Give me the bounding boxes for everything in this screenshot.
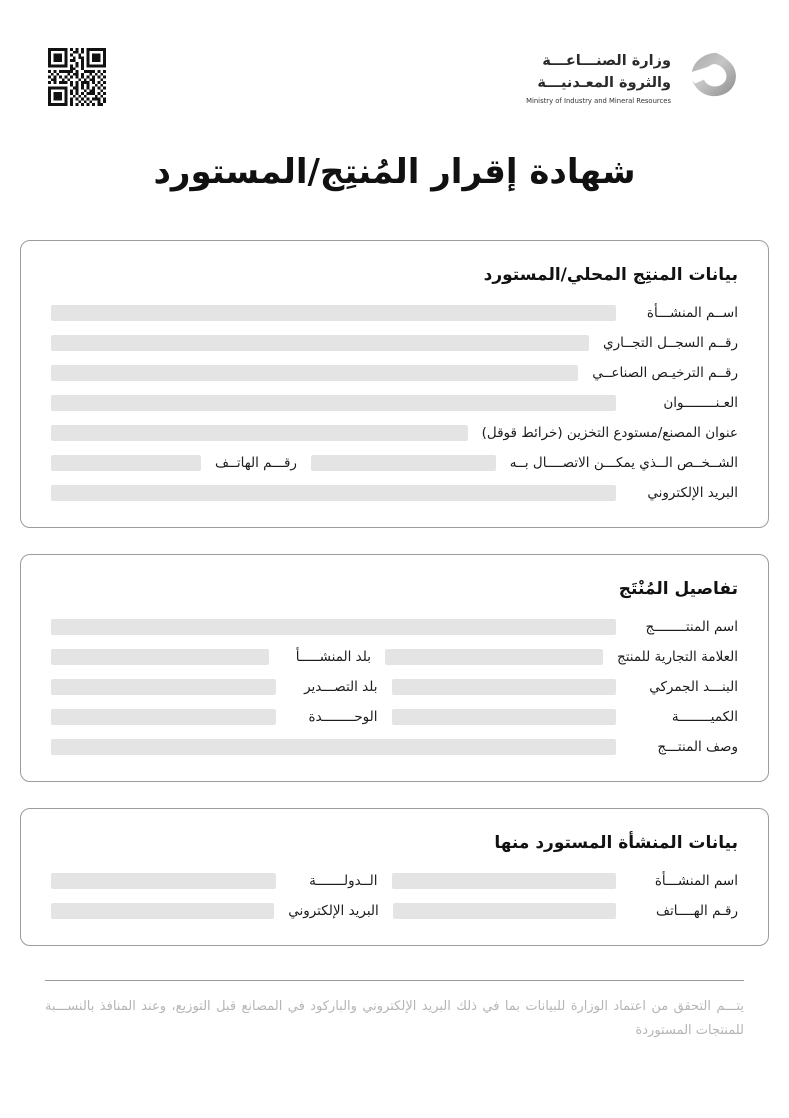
section-product-heading: تفاصيل المُنْتَج <box>618 579 738 599</box>
section-producer-data <box>20 240 769 528</box>
source-country-field[interactable] <box>51 873 276 889</box>
form-row <box>51 649 738 665</box>
section-import-source-heading: بيانات المنشأة المستورد منها <box>494 833 738 853</box>
form-row <box>51 679 738 695</box>
unit-field[interactable] <box>51 709 276 725</box>
form-row <box>51 739 738 755</box>
form-row <box>51 873 738 889</box>
product-name-field[interactable] <box>51 619 616 635</box>
verification-note: يتـــم التحقق من اعتماد الوزارة للبيانات بما في ذلك البريد الإلكتروني والباركود في المصانع قبل التوزيع، وعند المنافذ بالنســـبة للمنتجات المستوردة <box>45 999 744 1039</box>
commercial-register-field[interactable] <box>51 335 589 351</box>
ministry-logo <box>526 48 747 108</box>
qr-code-icon <box>48 48 106 106</box>
contact-person-field[interactable] <box>311 455 496 471</box>
form-row <box>51 619 738 635</box>
form-row <box>51 425 738 441</box>
form-row <box>51 395 738 411</box>
form-row <box>51 903 738 919</box>
industrial-license-field[interactable] <box>51 365 578 381</box>
establishment-name-field[interactable] <box>51 305 616 321</box>
product-description-label: وصف المنتـــج <box>657 739 738 755</box>
origin-country-label: بلد المنشـــــأ <box>295 649 371 665</box>
form-row <box>51 305 738 321</box>
form-row <box>51 365 738 381</box>
form-row <box>51 455 738 471</box>
section-import-source <box>20 808 769 946</box>
phone-field[interactable] <box>51 455 201 471</box>
source-country-label: الــدولـــــــة <box>309 873 378 889</box>
commercial-register-label: رقــم السجــل التجــاري <box>603 335 738 351</box>
section-producer-heading: بيانات المنتِج المحلي/المستورد <box>483 265 738 285</box>
customs-item-field[interactable] <box>392 679 617 695</box>
ministry-name-line1: وزارة الصنـــاعـــة <box>542 53 671 70</box>
page-footer <box>45 980 744 1043</box>
address-label: العـنــــــــوان <box>663 395 738 411</box>
ministry-name-line2: والثروة المعـدنيـــة <box>537 74 671 91</box>
trademark-field[interactable] <box>385 649 603 665</box>
unit-label: الوحــــــــدة <box>308 709 378 725</box>
source-establishment-name-field[interactable] <box>392 873 617 889</box>
address-field[interactable] <box>51 395 616 411</box>
ministry-ribbon-icon <box>681 48 747 108</box>
email-label: البريد الإلكتروني <box>647 485 738 501</box>
factory-address-label: عنوان المصنع/مستودع التخزين (خرائط قوقل) <box>481 425 738 441</box>
ministry-name-english: Ministry of Industry and Mineral Resources <box>526 96 671 105</box>
email-field[interactable] <box>51 485 616 501</box>
customs-item-label: البنـــد الجمركي <box>649 679 738 695</box>
source-email-label: البريد الإلكتروني <box>288 903 379 919</box>
contact-person-label: الشــخــص الــذي يمكـــن الاتصــــال بــه <box>509 455 738 471</box>
quantity-field[interactable] <box>392 709 617 725</box>
establishment-name-label: اســم المنشـــأة <box>646 305 738 321</box>
export-country-field[interactable] <box>51 679 276 695</box>
source-phone-field[interactable] <box>393 903 616 919</box>
product-description-field[interactable] <box>51 739 616 755</box>
form-row <box>51 485 738 501</box>
form-row <box>51 709 738 725</box>
source-phone-label: رقـم الهــــاتف <box>656 903 738 919</box>
page-title: شهادة إقرار المُنتِج/المستورد <box>153 152 636 192</box>
phone-label: رقـــم الهاتــف <box>215 455 297 471</box>
industrial-license-label: رقــم الترخيـص الصناعــي <box>592 365 738 381</box>
form-row <box>51 335 738 351</box>
ministry-name <box>526 51 671 104</box>
factory-address-field[interactable] <box>51 425 468 441</box>
trademark-label: العلامة التجارية للمنتج <box>616 649 738 665</box>
product-name-label: اسم المنتــــــــج <box>645 619 738 635</box>
page-header <box>0 0 789 108</box>
origin-country-field[interactable] <box>51 649 269 665</box>
source-establishment-name-label: اسم المنشـــأة <box>654 873 738 889</box>
section-product-details <box>20 554 769 782</box>
quantity-label: الكميــــــــة <box>671 709 738 725</box>
export-country-label: بلد التصـــدير <box>304 679 378 695</box>
source-email-field[interactable] <box>51 903 274 919</box>
